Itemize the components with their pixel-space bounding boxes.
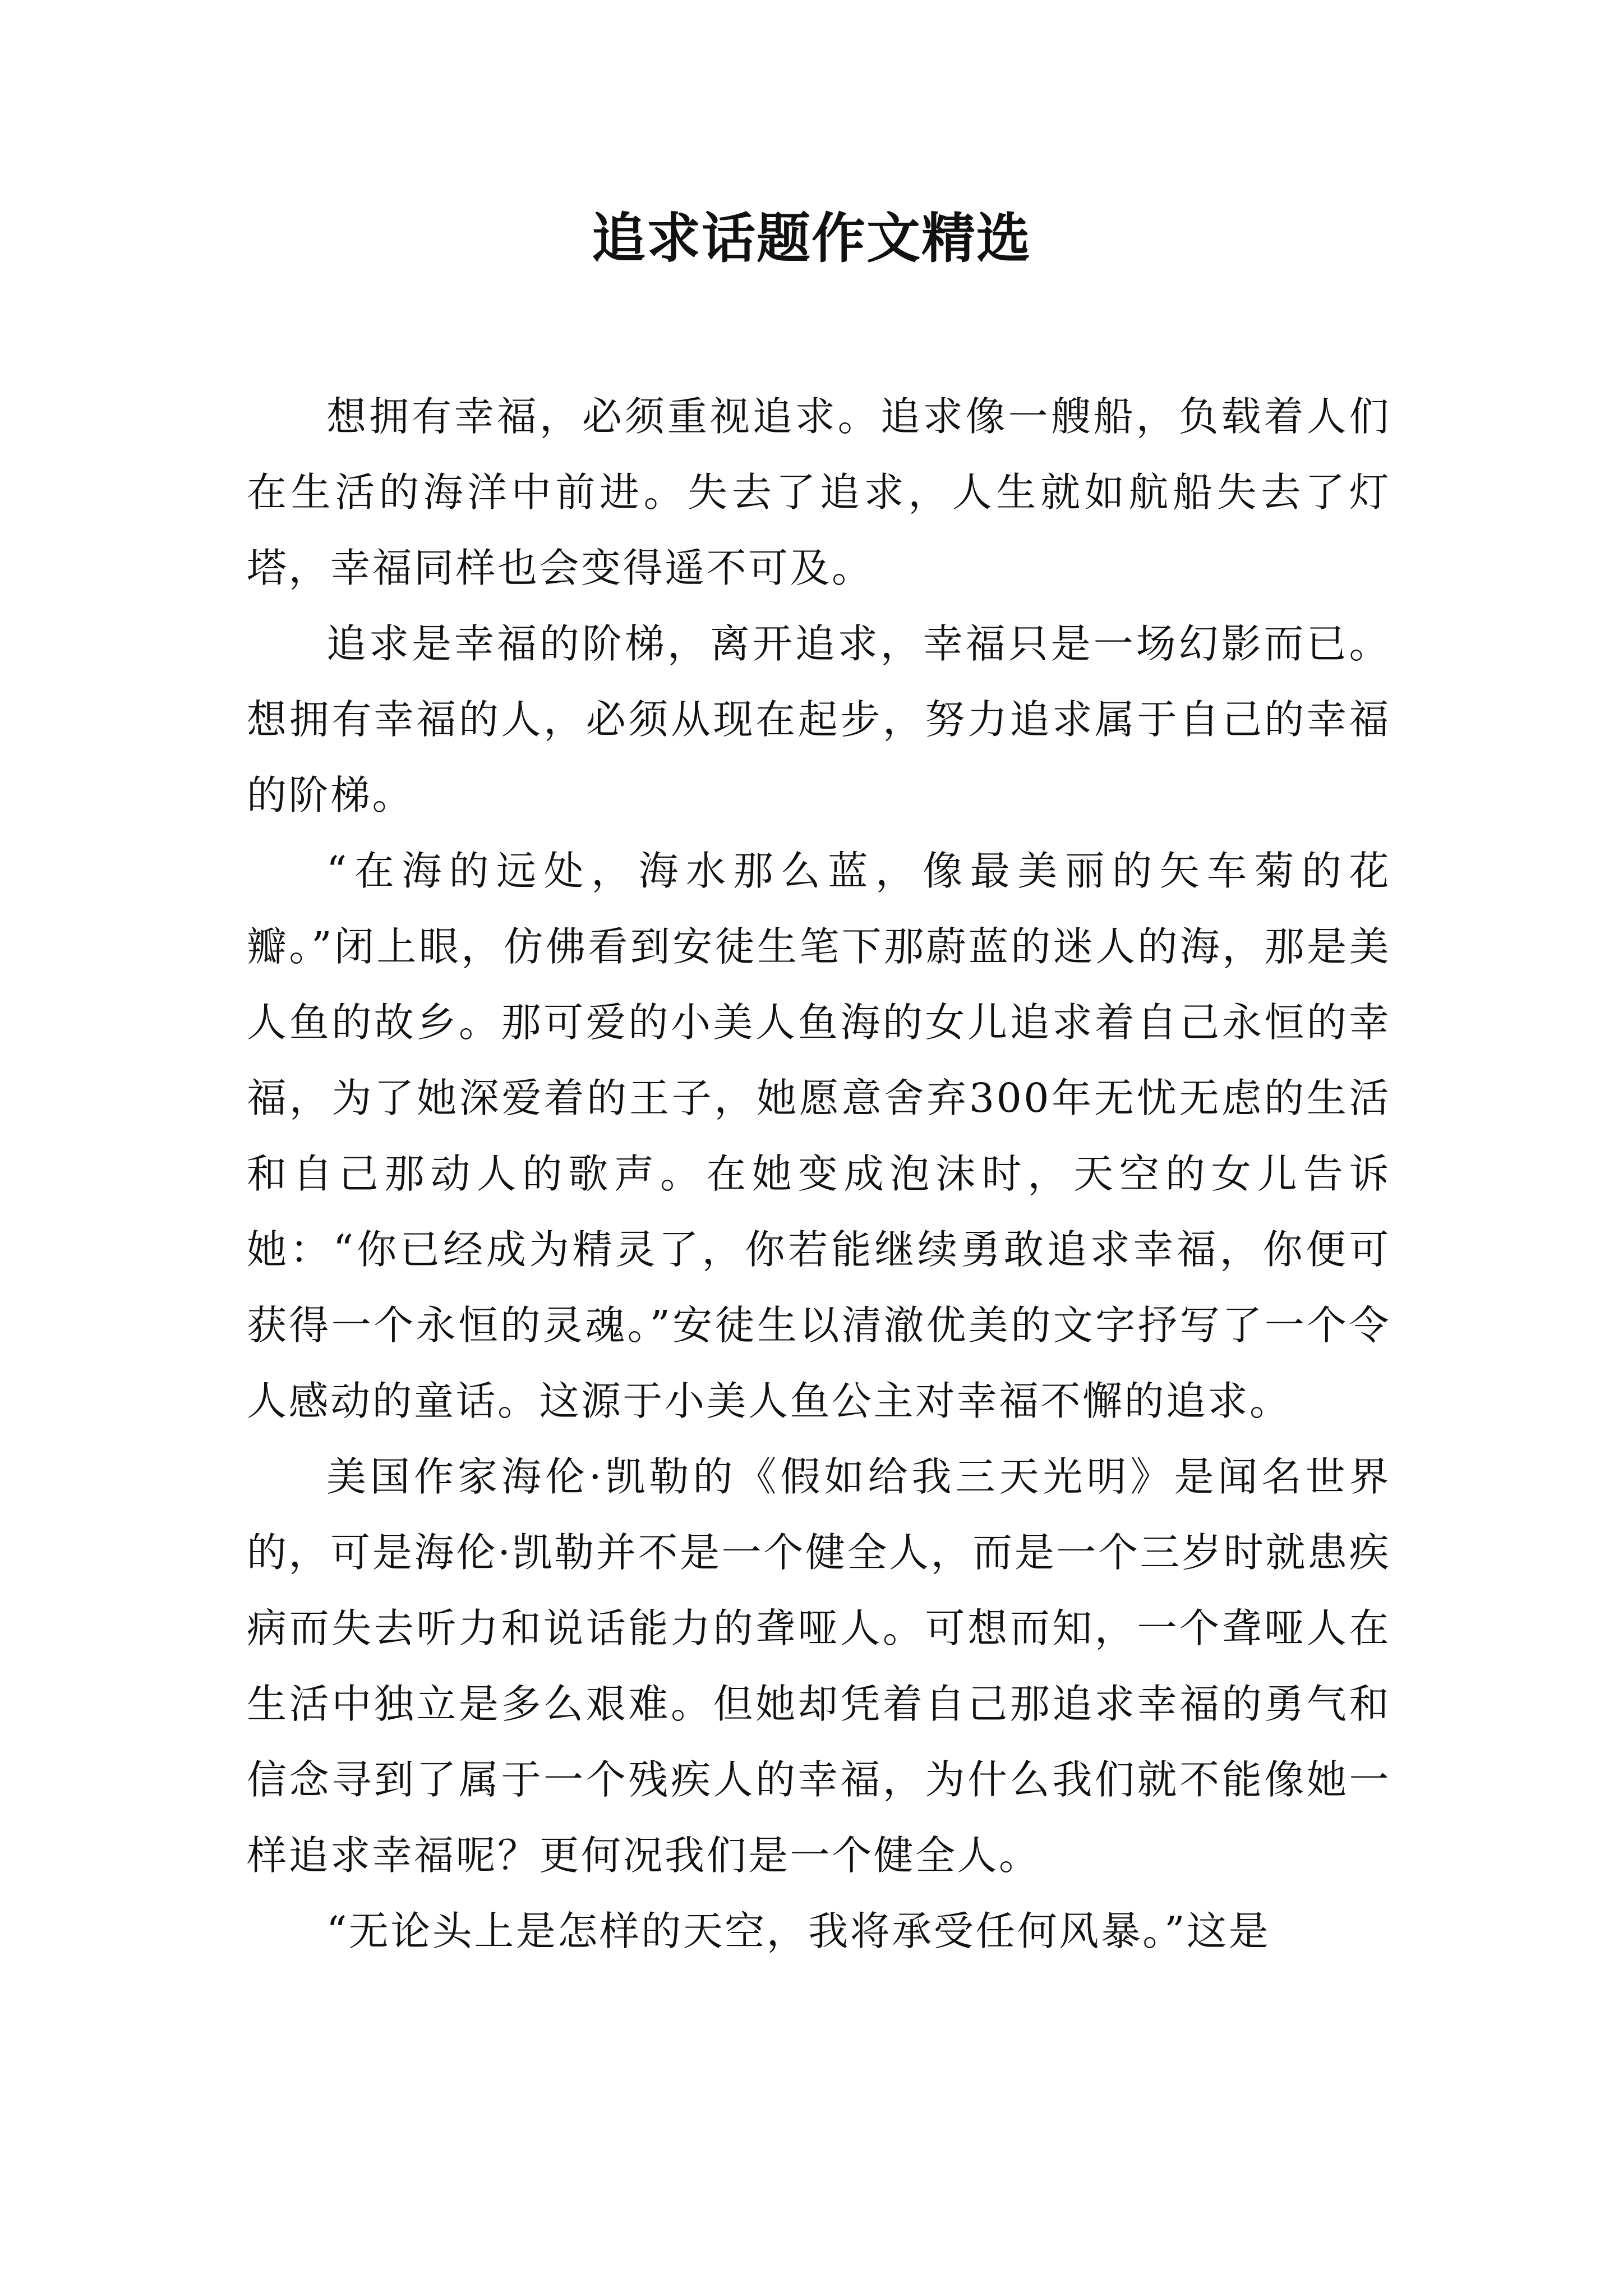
document-body (247, 379, 1391, 1969)
paragraph-5: “无论头上是怎样的天空，我将承受任何风暴。”这是 (326, 1908, 1271, 1954)
document-title: 追求话题作文精选 (592, 207, 1031, 270)
paragraph-4: 美国作家海伦·凯勒的《假如给我三天光明》是闻名世界的，可是海伦·凯勒并不是一个健全人，而是一个三岁时就患疾病而失去听力和说话能力的聋哑人。可想而知，一个聋哑人在生活中独立是多么艰难。但她却凭着自己那追求幸福的勇气和信念寻到了属于一个残疾人的幸福，为什么我们就不能像她一样追求幸福呢？更何况我们是一个健全人。 (247, 1453, 1391, 1879)
paragraph-1: 想拥有幸福，必须重视追求。追求像一艘船，负载着人们在生活的海洋中前进。失去了追求，人生就如航船失去了灯塔，幸福同样也会变得遥不可及。 (247, 393, 1391, 591)
paragraph-3: “在海的远处，海水那么蓝，像最美丽的矢车菊的花瓣。”闭上眼，仿佛看到安徒生笔下那蔚蓝的迷人的海，那是美人鱼的故乡。那可爱的小美人鱼海的女儿追求着自己永恒的幸福，为了她深爱着的王子，她愿意舍弃300年无忧无虑的生活和自己那动人的歌声。在她变成泡沫时，天空的女儿告诉她：“你已经成为精灵了，你若能继续勇敢追求幸福，你便可获得一个永恒的灵魂。”安徒生以清澈优美的文字抒写了一个令人感动的童话。这源于小美人鱼公主对幸福不懈的追求。 (247, 848, 1391, 1424)
paragraph-2: 追求是幸福的阶梯，离开追求，幸福只是一场幻影而已。想拥有幸福的人，必须从现在起步，努力追求属于自己的幸福的阶梯。 (247, 620, 1391, 818)
